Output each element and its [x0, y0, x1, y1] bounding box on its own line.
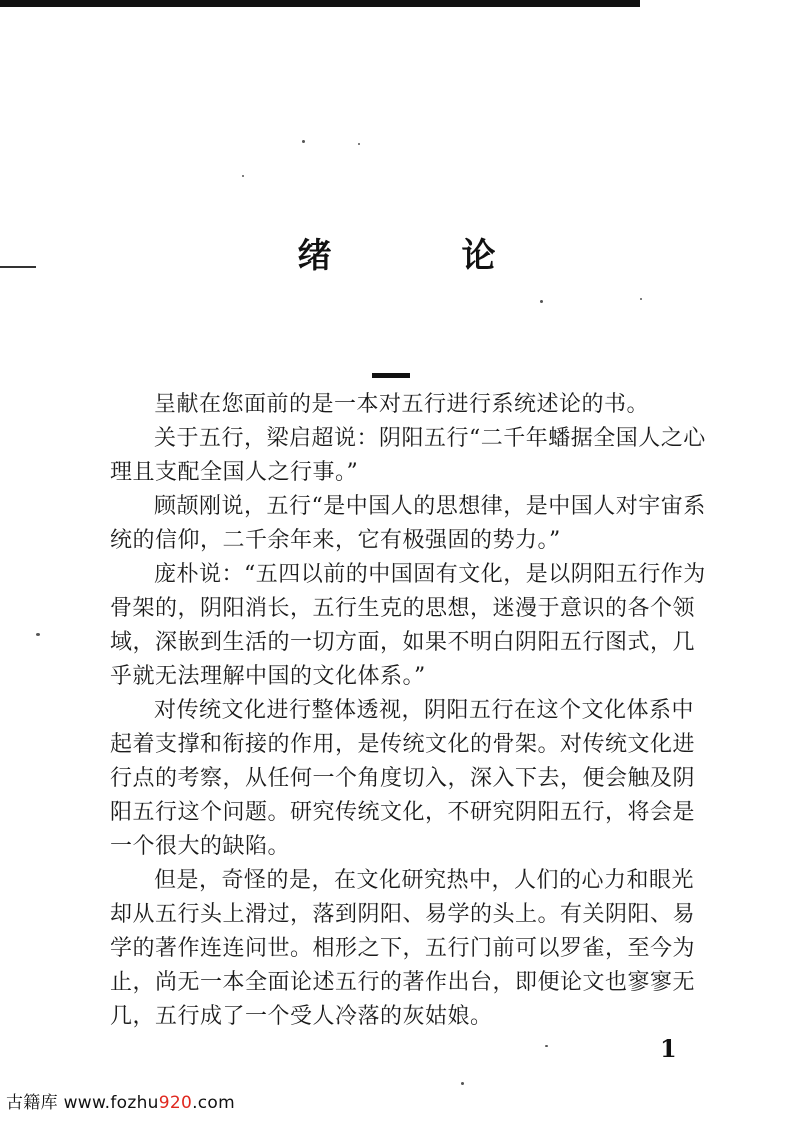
scan-speck — [540, 300, 543, 303]
watermark-suffix: .com — [192, 1093, 235, 1113]
watermark — [6, 1088, 235, 1113]
page-number: 1 — [660, 1034, 677, 1063]
watermark-accent: 920 — [158, 1093, 193, 1113]
paragraph: 顾颉刚说，五行“是中国人的思想律，是中国人对宇宙系统的信仰，二千余年来，它有极强固的势力。” — [110, 494, 706, 553]
scan-speck — [242, 175, 244, 177]
paragraph: 庞朴说：“五四以前的中国固有文化，是以阴阳五行作为骨架的，阴阳消长，五行生克的思想，迷漫于意识的各个领域，深嵌到生活的一切方面，如果不明白阴阳五行图式，几乎就无法理解中国的文化体系。” — [110, 562, 706, 689]
body-text — [110, 388, 710, 1034]
scan-speck — [545, 1045, 548, 1047]
scan-speck — [461, 1082, 464, 1085]
paragraph: 关于五行，梁启超说：阴阳五行“二千年蟠据全国人之心理且支配全国人之行事。” — [110, 426, 706, 485]
watermark-prefix: 古籍库 www.fozhu — [6, 1093, 159, 1113]
paragraph: 对传统文化进行整体透视，阴阳五行在这个文化体系中起着支撑和衔接的作用，是传统文化的骨架。对传统文化进行点的考察，从任何一个角度切入，深入下去，便会触及阴阳五行这个问题。研究传统文化，不研究阴阳五行，将会是一个很大的缺陷。 — [110, 698, 696, 859]
scan-speck — [302, 140, 305, 143]
paragraph: 呈献在您面前的是一本对五行进行系统述论的书。 — [154, 392, 650, 417]
section-mark — [372, 373, 410, 378]
scan-speck — [358, 143, 360, 145]
scan-speck — [36, 633, 40, 636]
chapter-title: 绪 论 — [297, 236, 544, 276]
scan-speck — [640, 298, 642, 300]
top-scan-edge — [0, 0, 640, 7]
paragraph: 但是，奇怪的是，在文化研究热中，人们的心力和眼光却从五行头上滑过，落到阴阳、易学的头上。有关阴阳、易学的著作连连问世。相形之下，五行门前可以罗雀，至今为止，尚无一本全面论述五行的著作出台，即便论文也寥寥无几，五行成了一个受人冷落的灰姑娘。 — [110, 868, 696, 1029]
